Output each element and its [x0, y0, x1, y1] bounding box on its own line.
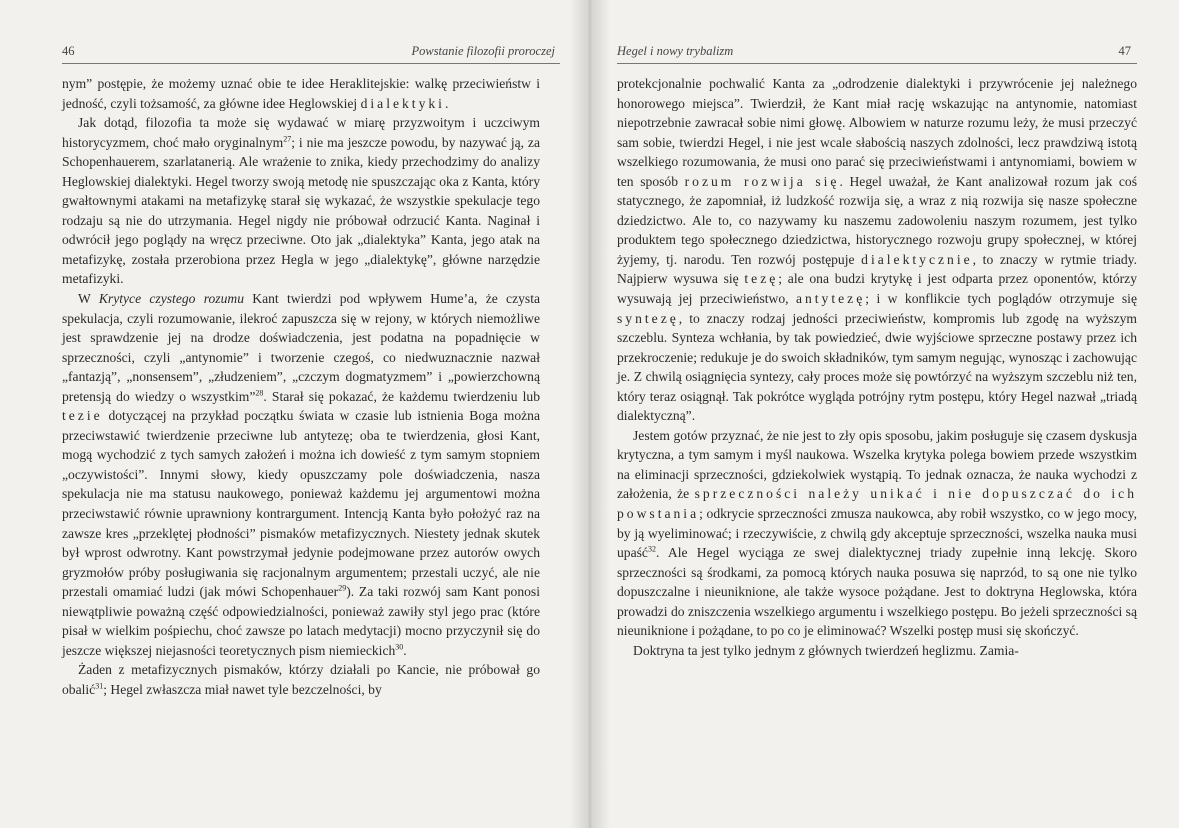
text-run: Kant twierdzi pod wpływem Hume’a, że czysta spekulacja, czyli rozumowanie, ilekroć zapuszcza się w rejony, w których niemożliwe jest sprawdzenie jej na drodze doświadczenia, jest podatna na popadnięcie w sprzeczności, czyli „antynomie” i tworzenie czegoś, co niedwuznacznie nazwał „fantazją”, „nonsensem”, „złudzeniem”, „czczym dogmatyzmem” i „powierzchowną pretensją do wiedzy o wszystkim”: [62, 291, 541, 404]
footnote-ref: 31: [95, 681, 104, 691]
page-number: 47: [1118, 44, 1131, 58]
footnote-ref: 32: [647, 544, 656, 554]
running-head: Powstanie filozofii proroczej: [411, 44, 555, 58]
paragraph: [62, 113, 540, 289]
text-run: ; i nie ma jeszcze powodu, by nazywać ją, za Schopenhauerem, szarlatanerią. Ale wrażenie to znika, kiedy przechodzimy do analizy Heglowskiej dialektyki. Hegel tworzy swoją metodę nie spuszczając oka z Kanta, który gwałtownymi atakami na metafizykę starał się wykazać, że wszystkie spekulacje tego rodzaju są nie do utrzymania. Hegel nigdy nie próbował odrzucić Kanta. Naginał i odwrócił jego poglądy na wręcz przeciwne. Oto jak „dialektyka” Kanta, jego atak na metafizykę, została przerobiona przez Hegla w jego „dialektykę”, główne narzędzie metafizyki.: [62, 134, 540, 287]
left-page: [0, 0, 585, 828]
page-number: 46: [62, 44, 75, 58]
text-run: . Starał się pokazać, że każdemu twierdzeniu lub: [263, 388, 540, 404]
text-run: ; Hegel zwłaszcza miał nawet tyle bezczelności, by: [103, 681, 382, 697]
text-run: . Hegel uważał, że Kant analizował rozum jak coś statycznego, że zapomniał, iż ludzkość rozwija się, a wraz z nią rozwija się nasze społeczne dziedzictwo. Ale to, co nazywamy ku naszemu zadowoleniu naszym rozumem, jest tylko produktem tego społecznego dziedzictwa, historycznego rozwoju grupy społecznej, w której żyjemy, tj. narodu. Ten rozwój postępuje: [617, 173, 1138, 267]
emphasis-spaced: dialektycznie: [861, 251, 973, 267]
header-rule: [617, 63, 1137, 64]
emphasis-spaced: tezę: [744, 271, 779, 287]
emphasis-spaced: rozum rozwija się: [684, 173, 840, 189]
footnote-ref: 27: [283, 134, 292, 144]
italic-title: Krytyce czystego rozumu: [98, 291, 244, 307]
emphasis-spaced: tezie: [62, 408, 103, 424]
emphasis-spaced: sprzeczności należy unikać i nie dopuszczać do ich powstania: [617, 486, 1138, 522]
footnote-ref: 28: [255, 388, 264, 398]
paragraph: [617, 74, 1137, 426]
body-text: [62, 74, 540, 700]
text-run: ; i w konflikcie tych poglądów otrzymuje się: [865, 291, 1137, 307]
running-head: Hegel i nowy trybalizm: [617, 44, 734, 58]
text-run: W: [78, 291, 99, 307]
emphasis-spaced: antytezę: [795, 291, 866, 307]
right-page: [595, 0, 1179, 828]
header-rule: [62, 63, 560, 64]
text-run: .: [444, 95, 449, 111]
emphasis-spaced: syntezę: [617, 310, 679, 326]
text-run: , to znaczy w rytmie triady. Najpierw wysuwa się: [617, 251, 1137, 287]
text-run: ; odkrycie sprzeczności zmusza naukowca, aby robił wszystko, co w jego mocy, by ją wyeliminować; i rzeczywiście, z chwilą gdy akceptuje sprzeczności, wszelka nauka musi upaść: [617, 506, 1137, 561]
paragraph: [62, 74, 540, 113]
text-run: ; ale ona budzi krytykę i jest odparta przez oponentów, którzy wysuwają jej przeciwieństwo,: [617, 271, 1137, 307]
footnote-ref: 30: [395, 642, 404, 652]
paragraph: [617, 641, 1137, 661]
footnote-ref: 29: [338, 583, 347, 593]
text-run: protekcjonalnie pochwalić Kanta za „odrodzenie dialektyki i przywrócenie jej należnego honorowego miejsca”. Twierdził, że Kant miał rację wskazując na antynomie, natomiast niepotrzebnie zawracał sobie nimi głowę. Albowiem w naturze rozumu leży, że musi przeczyć sam sobie, twierdzi Hegel, i nie jest wcale słabością naszych zdolności, lecz prawdziwą istotą wszelkiego rozumowania, że musi ono parać się przeciwieństwami i antynomiami, bowiem w ten sposób: [617, 76, 1137, 189]
paragraph: [617, 426, 1137, 641]
text-run: . Ale Hegel wyciąga ze swej dialektycznej triady zupełnie inną lekcję. Skoro sprzeczności są środkami, za pomocą których nauka posuwa się naprzód, to są one nie tylko dopuszczalne i nieuniknione, ale także wysoce pożądane. Jest to doktryna Heglowska, która prowadzi do zniszczenia wszelkiego argumentu i wszelkiego postępu. Bo jeżeli sprzeczności są nieuniknione i pożądane, to po co je eliminować? Wszelki postęp musi się skończyć.: [617, 545, 1137, 639]
body-text: [617, 74, 1137, 660]
text-run: nym” postępie, że możemy uznać obie te idee Heraklitejskie: walkę przeciwieństw i jedność, czyli tożsamość, za główne idee Heglowskiej: [62, 76, 540, 111]
paragraph: [62, 660, 540, 699]
paragraph: [62, 289, 540, 660]
text-run: ). Za taki rozwój sam Kant ponosi niewątpliwie poważną część odpowiedzialności, ponieważ zawiły styl jego prac (które pisał w wielkim pośpiechu, choć zawsze po latach medytacji) mocno przyczynił się do jeszcze większej niejasności teoretycznych pism niemieckich: [62, 584, 540, 658]
text-run: dotyczącej na przykład początku świata w czasie lub istnienia Boga można przeciwstawić twierdzenie przeciwne lub antytezę; oba te twierdzenia, głosi Kant, mogą wychodzić z tych samych założeń i można ich dowieść z tym samym stopniem „oczywistości”. Innymi słowy, kiedy opuszczamy pole doświadczenia, nasza spekulacja nie ma statusu naukowego, ponieważ każdemu jej argumentowi można przeciwstawić równie uprawniony kontrargument. Intencją Kanta było położyć raz na zawsze kres „przeklętej płodności” pismaków metafizycznych. Niestety jednak skutek był wprost odwrotny. Kant powstrzymał jedynie podejmowane przez autorów owych gryzmołów próby posługiwania się racjonalnym argumentem; przestali uczyć, ale nie przestali omamiać ludzi (jak mówi Schopenhauer: [62, 408, 540, 600]
text-run: Jestem gotów przyznać, że nie jest to zły opis sposobu, jakim posługuje się czasem dyskusja krytyczna, a tym samym i myśl naukowa. Wszelka krytyka polega bowiem przede wszystkim na eliminacji sprzeczności, gdziekolwiek wystąpią. To jednak oznacza, że nauka wychodzi z założenia, że: [617, 427, 1137, 502]
text-run: Doktryna ta jest tylko jednym z głównych twierdzeń heglizmu. Zamia-: [633, 642, 1019, 658]
text-run: , to znaczy rodzaj jedności przeciwieństw, kompromis lub zgodę na wyższym szczeblu. Synteza wchłania, by tak powiedzieć, dwie wyjściowe sprzeczne postawy przez ich przekroczenie; redukuje je do swoich składników, tym samym negując, wynosząc i zachowując je. Z chwilą osiągnięcia syntezy, cały proces może się powtórzyć na wyższym szczeblu niż ten, który teraz osiągnął. Tak pokrótce wygląda potrójny rytm postępu, który Hegel nazwał „triadą dialektyczną”.: [617, 310, 1137, 424]
text-run: Jak dotąd, filozofia ta może się wydawać w miarę przyzwoitym i uczciwym historycyzmem, choć mało oryginalnym: [62, 115, 540, 150]
text-run: .: [403, 642, 407, 658]
emphasis-spaced: dialektyki: [360, 95, 445, 111]
text-run: Żaden z metafizycznych pismaków, którzy działali po Kancie, nie próbował go obalić: [62, 662, 540, 697]
